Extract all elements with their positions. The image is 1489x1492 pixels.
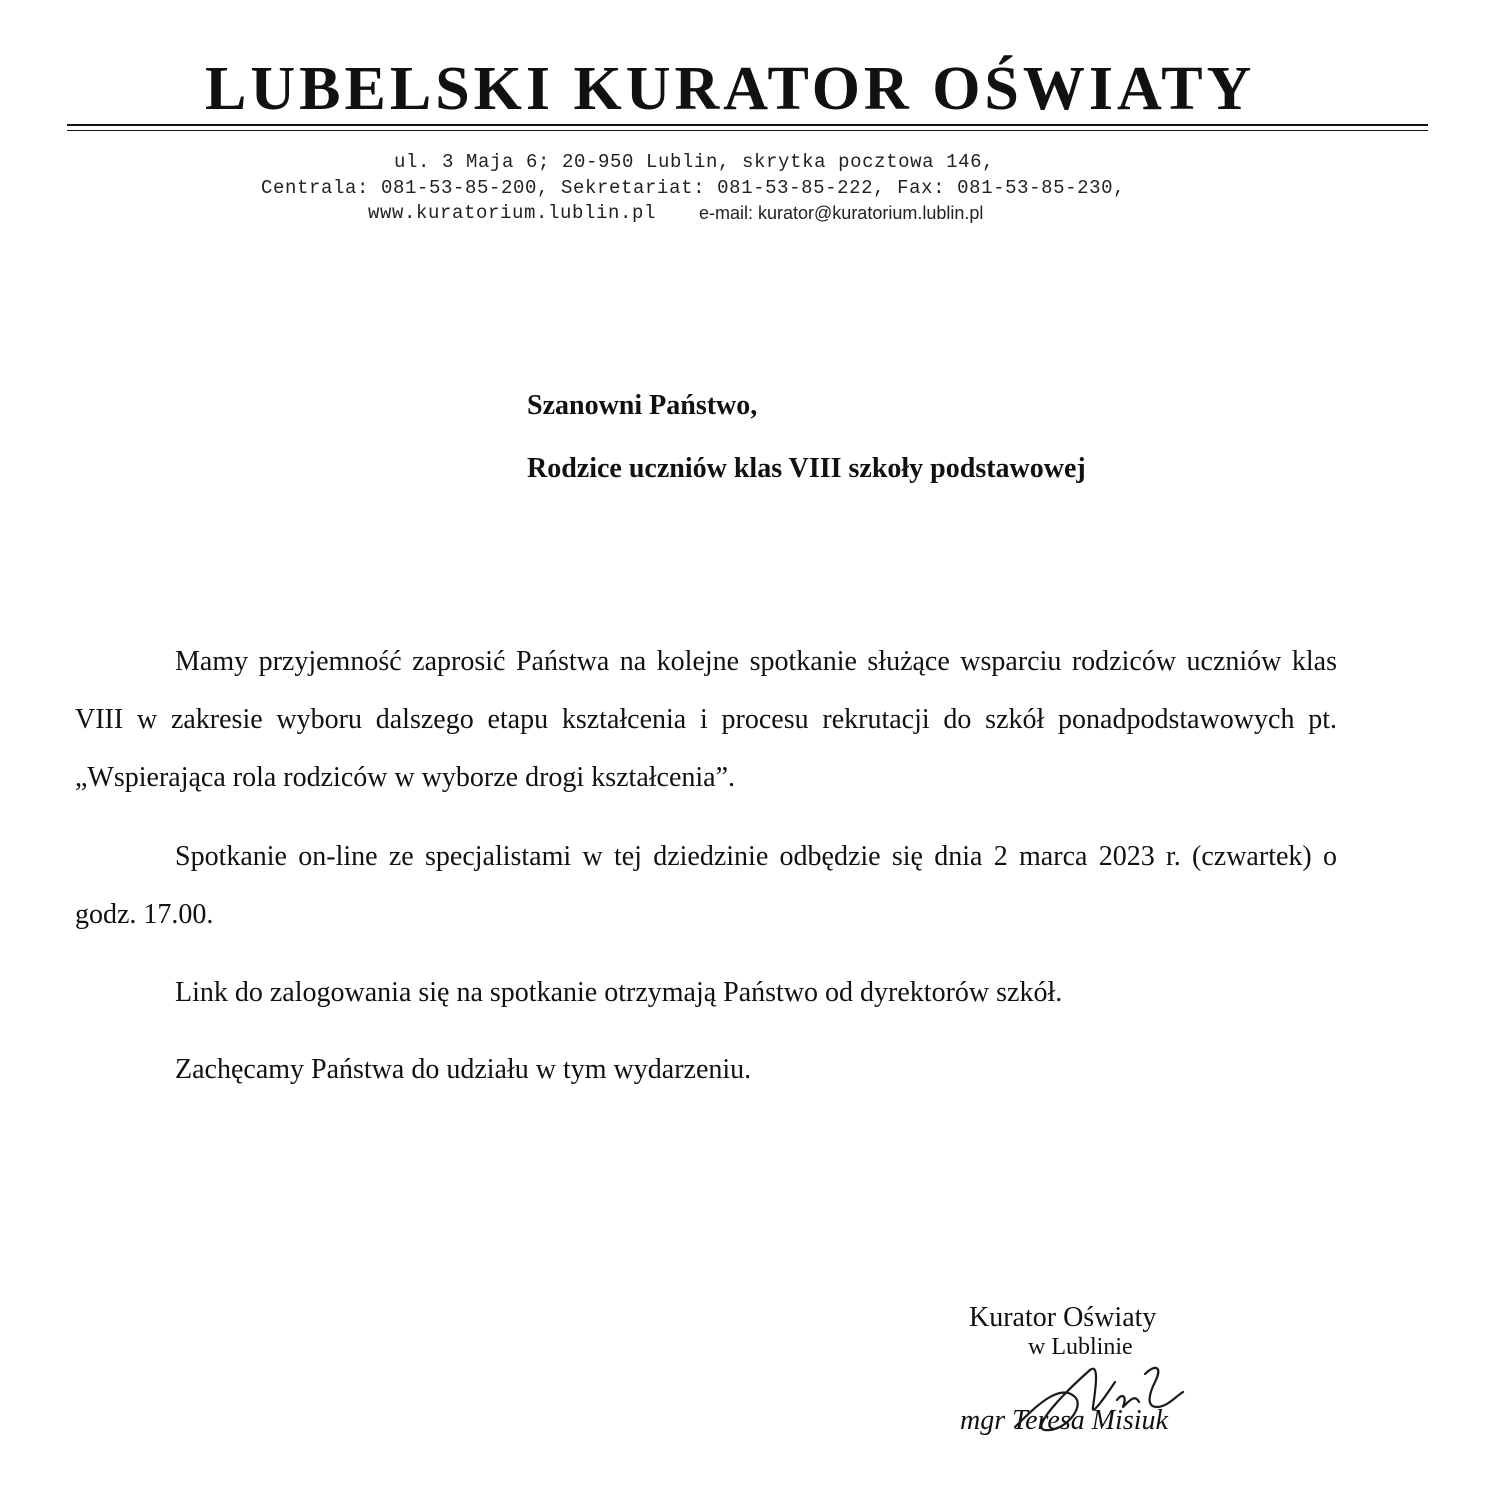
handwritten-signature-icon [1005,1352,1205,1447]
signature-title: Kurator Oświaty [969,1302,1157,1333]
address-line: ul. 3 Maja 6; 20-950 Lublin, skrytka pocztowa 146, [394,151,995,173]
letterhead-divider-thin [67,130,1428,131]
body-paragraph-link: Link do zalogowania się na spotkanie otrzymają Państwo od dyrektorów szkół. [175,977,1063,1008]
phones-line: Centrala: 081-53-85-200, Sekretariat: 081-53-85-222, Fax: 081-53-85-230, [261,177,1126,199]
signature-place: w Lublinie [1028,1334,1133,1360]
email-line: e-mail: kurator@kuratorium.lublin.pl [699,203,984,223]
salutation-recipients: Rodzice uczniów klas VIII szkoły podstawowej [527,453,1086,484]
website-link: www.kuratorium.lublin.pl [368,202,657,224]
body-paragraph-date: Spotkanie on-line ze specjalistami w tej dziedzinie odbędzie się dnia 2 marca 2023 r. (czwartek) o godz. 17.00. [75,841,1337,930]
body-paragraph-invitation: Mamy przyjemność zaprosić Państwa na kolejne spotkanie służące wsparciu rodziców uczniów klas VIII w zakresie wyboru dalszego etapu kształcenia i procesu rekrutacji do szkół ponadpodstawowych pt. „Wspierająca rola rodziców w wyborze drogi kształcenia”. [75,646,1337,793]
salutation-greeting: Szanowni Państwo, [527,390,758,421]
letterhead-divider [67,124,1428,126]
body-paragraph-closing: Zachęcamy Państwa do udziału w tym wydarzeniu. [175,1054,752,1085]
letterhead-title: LUBELSKI KURATOR OŚWIATY [205,55,1256,123]
signature-name: mgr Teresa Misiuk [960,1405,1168,1436]
